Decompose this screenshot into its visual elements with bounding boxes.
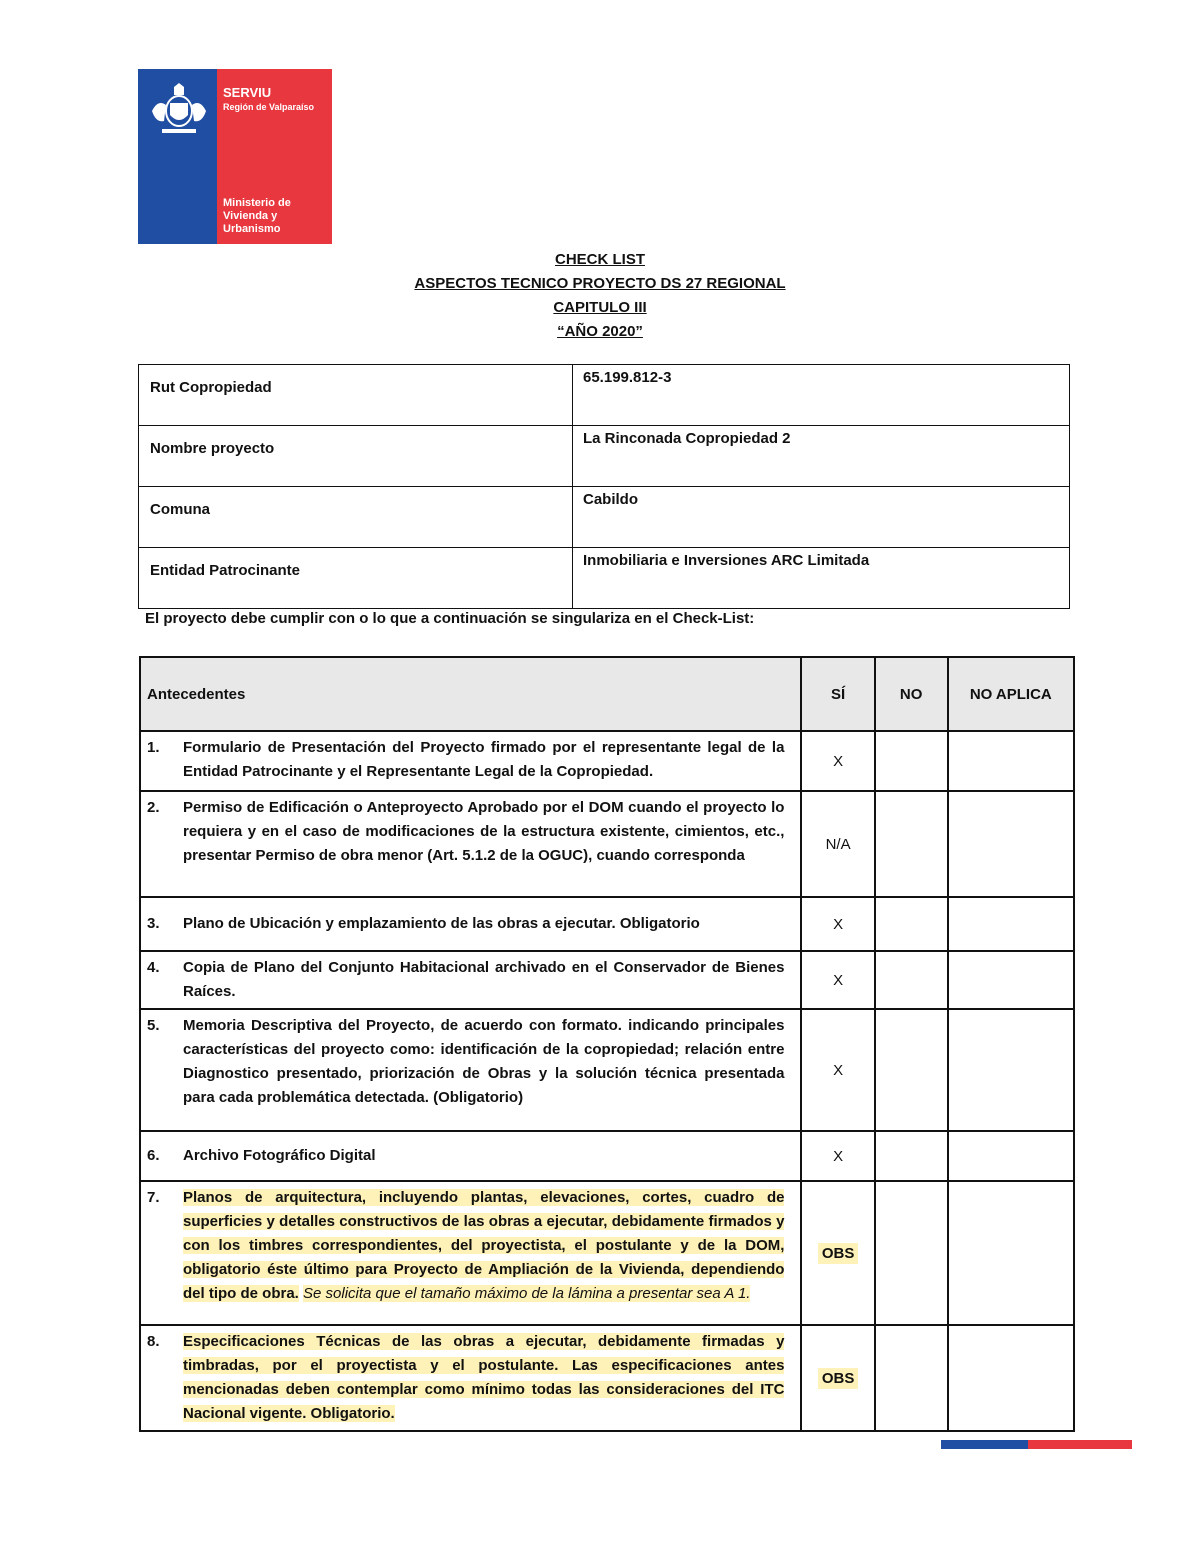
item-text: Archivo Fotográfico Digital — [183, 1147, 376, 1164]
item-number: 2. — [147, 799, 160, 816]
no-cell — [875, 1181, 948, 1325]
footer-bar-blue — [941, 1440, 1028, 1449]
item-cell — [140, 1181, 801, 1325]
logo-red-panel — [217, 69, 332, 244]
document-title — [0, 248, 1200, 344]
info-value: 65.199.812-3 — [573, 365, 1070, 426]
checklist-row — [140, 731, 1074, 791]
obs-badge: OBS — [818, 1368, 859, 1389]
item-number: 4. — [147, 959, 160, 976]
info-value: La Rinconada Copropiedad 2 — [573, 426, 1070, 487]
no-aplica-cell — [948, 731, 1074, 791]
info-row — [139, 426, 1070, 487]
coat-of-arms-icon — [148, 81, 210, 137]
item-cell — [140, 1325, 801, 1431]
header-si: SÍ — [801, 657, 874, 731]
si-cell — [801, 1325, 874, 1431]
item-number: 1. — [147, 739, 160, 756]
checklist-row — [140, 1131, 1074, 1181]
title-line-3: CAPITULO III — [553, 299, 647, 316]
item-number: 5. — [147, 1017, 160, 1034]
title-line-1: CHECK LIST — [555, 251, 645, 268]
no-cell — [875, 731, 948, 791]
si-cell: N/A — [801, 791, 874, 897]
item-text: Copia de Plano del Conjunto Habitacional archivado en el Conservador de Bienes Raíces. — [183, 959, 785, 1000]
item-text: Especificaciones Técnicas de las obras a ejecutar, debidamente firmadas y timbradas, por el proyectista y el postulante. Las especificaciones antes mencionadas deben contemplar como mínimo todas las consideraciones del ITC Nacional vigente. Obligatorio. — [183, 1333, 785, 1422]
checklist-row — [140, 791, 1074, 897]
item-cell — [140, 791, 801, 897]
logo-region: Región de Valparaíso — [223, 102, 315, 112]
info-row — [139, 365, 1070, 426]
info-label: Rut Copropiedad — [139, 365, 573, 426]
logo-blue-panel — [138, 69, 217, 244]
info-label: Comuna — [139, 487, 573, 548]
info-label: Entidad Patrocinante — [139, 548, 573, 609]
si-cell — [801, 1181, 874, 1325]
checklist-header-row — [140, 657, 1074, 731]
no-aplica-cell — [948, 1325, 1074, 1431]
footer-color-bar — [941, 1440, 1132, 1449]
footer-bar-red — [1028, 1440, 1132, 1449]
item-cell — [140, 951, 801, 1009]
item-number: 3. — [147, 915, 160, 932]
item-text: Memoria Descriptiva del Proyecto, de acuerdo con formato. indicando principales características del proyecto como: identificación de la copropiedad; relación entre Diagnostico presentado, priorización de Obras y la solución técnica presentada para cada problemática detectada. (Obligatorio) — [183, 1017, 785, 1106]
item-text: Planos de arquitectura, incluyendo plantas, elevaciones, cortes, cuadro de superficies y detalles constructivos de las obras a ejecutar, debidamente firmados y con los timbres correspondientes, del proyectista, el postulante y de la DOM, obligatorio éste último para Proyecto de Ampliación de la Vivienda, dependiendo del tipo de obra. — [183, 1189, 785, 1302]
checklist-row — [140, 1009, 1074, 1131]
checklist-row — [140, 897, 1074, 951]
info-value: Cabildo — [573, 487, 1070, 548]
no-aplica-cell — [948, 897, 1074, 951]
item-number: 8. — [147, 1333, 160, 1350]
serviu-logo — [138, 69, 332, 244]
no-cell — [875, 1131, 948, 1181]
item-cell — [140, 1009, 801, 1131]
item-number: 7. — [147, 1189, 160, 1206]
header-no: NO — [875, 657, 948, 731]
no-aplica-cell — [948, 1181, 1074, 1325]
si-cell: X — [801, 1009, 874, 1131]
no-cell — [875, 1009, 948, 1131]
item-note: Se solicita que el tamaño máximo de la lámina a presentar sea A 1. — [303, 1285, 751, 1302]
item-text: Formulario de Presentación del Proyecto firmado por el representante legal de la Entidad Patrocinante y el Representante Legal de la Copropiedad. — [183, 739, 785, 780]
no-cell — [875, 1325, 948, 1431]
item-text: Plano de Ubicación y emplazamiento de las obras a ejecutar. Obligatorio — [183, 915, 700, 932]
header-no-aplica: NO APLICA — [948, 657, 1074, 731]
item-cell — [140, 731, 801, 791]
checklist-row — [140, 1181, 1074, 1325]
si-cell: X — [801, 731, 874, 791]
logo-brand: SERVIU — [223, 85, 272, 100]
obs-badge: OBS — [818, 1243, 859, 1264]
si-cell: X — [801, 1131, 874, 1181]
si-cell: X — [801, 951, 874, 1009]
no-cell — [875, 951, 948, 1009]
no-aplica-cell — [948, 791, 1074, 897]
title-line-4: “AÑO 2020” — [557, 323, 643, 340]
info-row — [139, 548, 1070, 609]
info-row — [139, 487, 1070, 548]
checklist-row — [140, 1325, 1074, 1431]
project-info-table — [138, 364, 1070, 609]
title-line-2: ASPECTOS TECNICO PROYECTO DS 27 REGIONAL — [414, 275, 786, 292]
logo-ministry: Ministerio de Vivienda y Urbanismo — [223, 197, 291, 235]
no-cell — [875, 897, 948, 951]
item-number: 6. — [147, 1147, 160, 1164]
checklist-row — [140, 951, 1074, 1009]
no-aplica-cell — [948, 1009, 1074, 1131]
checklist-table — [139, 656, 1075, 1432]
item-text: Permiso de Edificación o Anteproyecto Aprobado por el DOM cuando el proyecto lo requiera y en el caso de modificaciones de la estructura existente, cimientos, etc., presentar Permiso de obra menor (Art. 5.1.2 de la OGUC), cuando corresponda — [183, 799, 785, 864]
si-cell: X — [801, 897, 874, 951]
no-cell — [875, 791, 948, 897]
info-label: Nombre proyecto — [139, 426, 573, 487]
item-cell — [140, 1131, 801, 1181]
no-aplica-cell — [948, 951, 1074, 1009]
item-cell — [140, 897, 801, 951]
intro-text: El proyecto debe cumplir con o lo que a continuación se singulariza en el Check-List: — [145, 610, 755, 627]
no-aplica-cell — [948, 1131, 1074, 1181]
info-value: Inmobiliaria e Inversiones ARC Limitada — [573, 548, 1070, 609]
header-antecedentes: Antecedentes — [140, 657, 801, 731]
